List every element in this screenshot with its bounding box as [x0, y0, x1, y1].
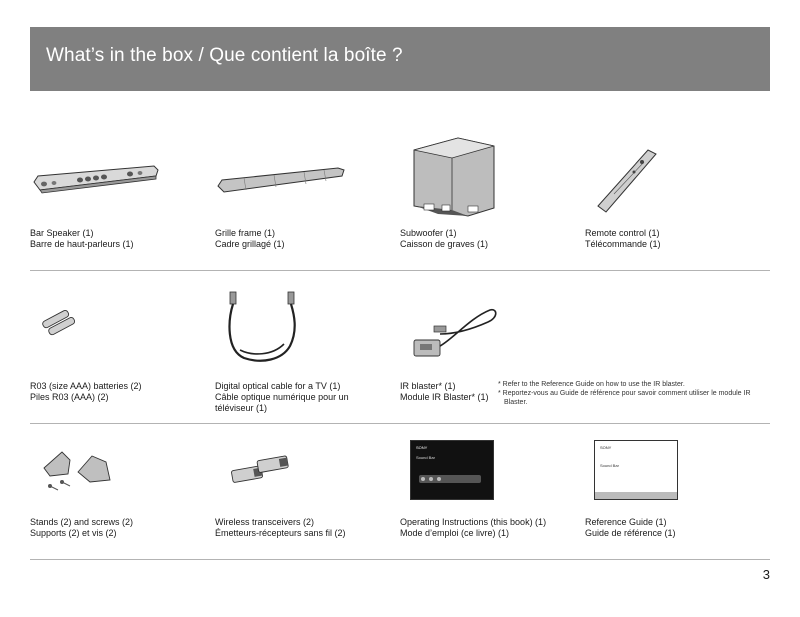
reference-guide-icon	[594, 440, 678, 500]
divider-3	[30, 559, 770, 560]
remote-control-icon	[594, 148, 664, 214]
bar-speaker-icon	[30, 160, 162, 200]
grille-frame-icon	[214, 162, 348, 198]
wireless-transceivers-icon	[228, 452, 294, 488]
ir-blaster-footnote: * Refer to the Reference Guide on how to use the IR blaster. * Reportez-vous au Guide de référence pour savoir comment utiliser le module IR Blaster.	[498, 381, 751, 406]
stands-icon	[40, 446, 116, 496]
header-banner	[30, 27, 770, 91]
item-caption-bar-speaker: Bar Speaker (1) Barre de haut-parleurs (1)	[30, 228, 134, 249]
book-brand-label: SONY	[416, 445, 428, 450]
book-title-label: Sound Bar	[416, 455, 435, 460]
item-caption-grille-frame: Grille frame (1) Cadre grillagé (1)	[215, 228, 285, 249]
item-caption-stands: Stands (2) and screws (2) Supports (2) et vis (2)	[30, 517, 134, 538]
divider-2	[30, 423, 770, 424]
item-caption-ir-blaster: IR blaster* (1) Module IR Blaster* (1)	[400, 381, 489, 402]
divider-1	[30, 270, 770, 271]
batteries-icon	[40, 310, 80, 336]
guide-title-label: Sound Bar	[600, 463, 619, 468]
operating-instructions-icon	[410, 440, 494, 500]
item-caption-optical-cable: Digital optical cable for a TV (1) Câble optique numérique pour un téléviseur (1)	[215, 381, 349, 413]
ir-blaster-icon	[410, 304, 500, 364]
item-caption-remote-control: Remote control (1) Télécommande (1)	[585, 228, 661, 249]
page-number: 3	[762, 567, 770, 582]
item-caption-reference-guide: Reference Guide (1) Guide de référence (1)	[585, 517, 676, 538]
optical-cable-icon	[222, 290, 302, 364]
item-caption-subwoofer: Subwoofer (1) Caisson de graves (1)	[400, 228, 489, 249]
item-caption-wireless-transceivers: Wireless transceivers (2) Émetteurs-récepteurs sans fil (2)	[215, 517, 346, 538]
item-caption-batteries: R03 (size AAA) batteries (2) Piles R03 (AAA) (2)	[30, 381, 142, 402]
guide-brand-label: SONY	[600, 445, 612, 450]
item-caption-operating-instructions: Operating Instructions (this book) (1) Mode d’emploi (ce livre) (1)	[400, 517, 547, 538]
page-title: What’s in the box / Que contient la boîte ?	[46, 45, 403, 66]
subwoofer-icon	[408, 134, 498, 220]
